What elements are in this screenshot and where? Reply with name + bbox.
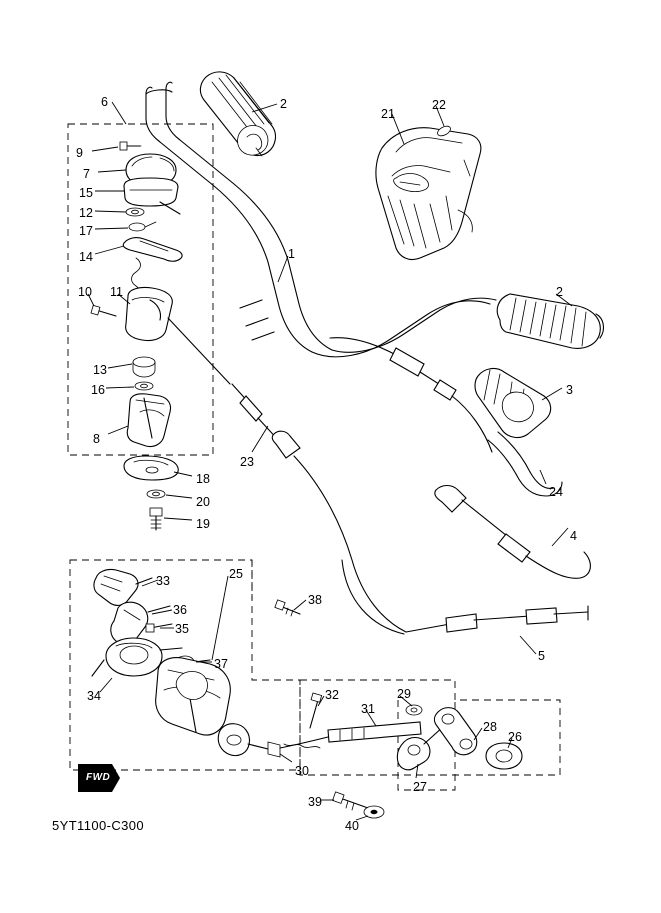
callout-22: 22 [432,98,446,112]
callout-18: 18 [196,472,210,486]
callout-28: 28 [483,720,497,734]
grip-end-cap [475,369,551,438]
callout-27: 27 [413,780,427,794]
callout-7: 7 [83,167,90,181]
callout-30: 30 [295,764,309,778]
callout-23: 23 [240,455,254,469]
callout-38: 38 [308,593,322,607]
callout-2-left: 2 [280,97,287,111]
callout-25: 25 [229,567,243,581]
callout-14: 14 [79,250,93,264]
callout-36: 36 [173,603,187,617]
callout-35: 35 [175,622,189,636]
callout-8: 8 [93,432,100,446]
part-code: 5YT1100-C300 [52,818,145,833]
callout-5: 5 [538,649,545,663]
callout-31: 31 [361,702,375,716]
callout-20: 20 [196,495,210,509]
callout-12: 12 [79,206,93,220]
lower-assembly [92,569,522,818]
callout-3: 3 [566,383,573,397]
callout-11: 11 [110,285,123,299]
callout-2-right: 2 [556,285,563,299]
callout-21: 21 [381,107,395,121]
callout-37: 37 [214,657,228,671]
callout-15: 15 [79,186,93,200]
callout-6: 6 [101,95,108,109]
callout-26: 26 [508,730,522,744]
callout-10: 10 [78,285,92,299]
callout-29: 29 [397,687,411,701]
callout-19: 19 [196,517,210,531]
callout-16: 16 [91,383,105,397]
callout-4: 4 [570,529,577,543]
cables [232,338,590,634]
handlebar-pad [376,124,481,259]
callout-40: 40 [345,819,359,833]
callout-9: 9 [76,146,83,160]
callout-33: 33 [156,574,170,588]
left-grip [200,72,275,156]
callout-17: 17 [79,224,93,238]
callout-24: 24 [549,485,563,499]
callout-32: 32 [325,688,339,702]
callout-34: 34 [87,689,101,703]
callout-39: 39 [308,795,322,809]
fwd-arrow-label: FWD [86,772,111,783]
right-grip [497,294,603,348]
callout-1: 1 [288,247,295,261]
callout-13: 13 [93,363,107,377]
